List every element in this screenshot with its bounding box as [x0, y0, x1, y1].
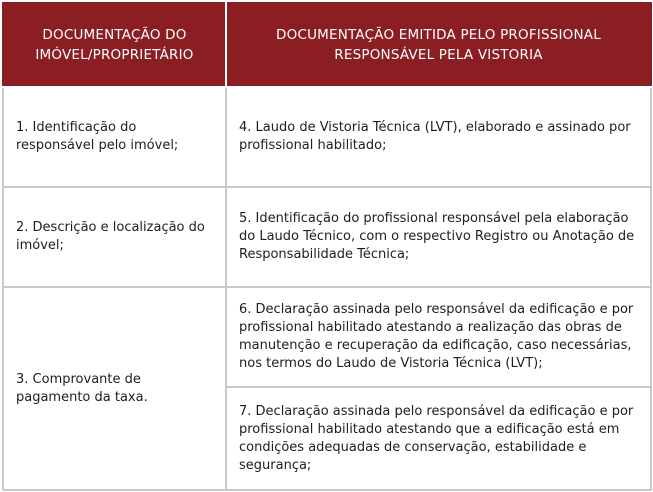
owner-doc-3: 3. Comprovante de pagamento da taxa.: [3, 287, 226, 490]
table-header-row: [3, 3, 651, 87]
table-row: [3, 287, 651, 387]
professional-doc-7: 7. Declaração assinada pelo responsável da edificação e por profissional habilitado atestando que a edificação está em condições adequadas de conservação, estabilidade e segurança;: [226, 387, 651, 490]
owner-doc-1: 1. Identificação do responsável pelo imóvel;: [3, 87, 226, 187]
table-row: [3, 87, 651, 187]
owner-doc-2: 2. Descrição e localização do imóvel;: [3, 187, 226, 287]
header-professional-docs: DOCUMENTAÇÃO EMITIDA PELO PROFISSIONAL RESPONSÁVEL PELA VISTORIA: [226, 3, 651, 87]
documentation-table: [2, 2, 652, 491]
header-owner-docs: DOCUMENTAÇÃO DO IMÓVEL/PROPRIETÁRIO: [3, 3, 226, 87]
professional-doc-6: 6. Declaração assinada pelo responsável da edificação e por profissional habilitado atestando a realização das obras de manutenção e recuperação da edificação, caso necessárias, nos termos do Laudo de Vistoria Técnica (LVT);: [226, 287, 651, 387]
professional-doc-4: 4. Laudo de Vistoria Técnica (LVT), elaborado e assinado por profissional habilitado;: [226, 87, 651, 187]
professional-doc-5: 5. Identificação do profissional responsável pela elaboração do Laudo Técnico, com o respectivo Registro ou Anotação de Responsabilidade Técnica;: [226, 187, 651, 287]
table-row: [3, 187, 651, 287]
